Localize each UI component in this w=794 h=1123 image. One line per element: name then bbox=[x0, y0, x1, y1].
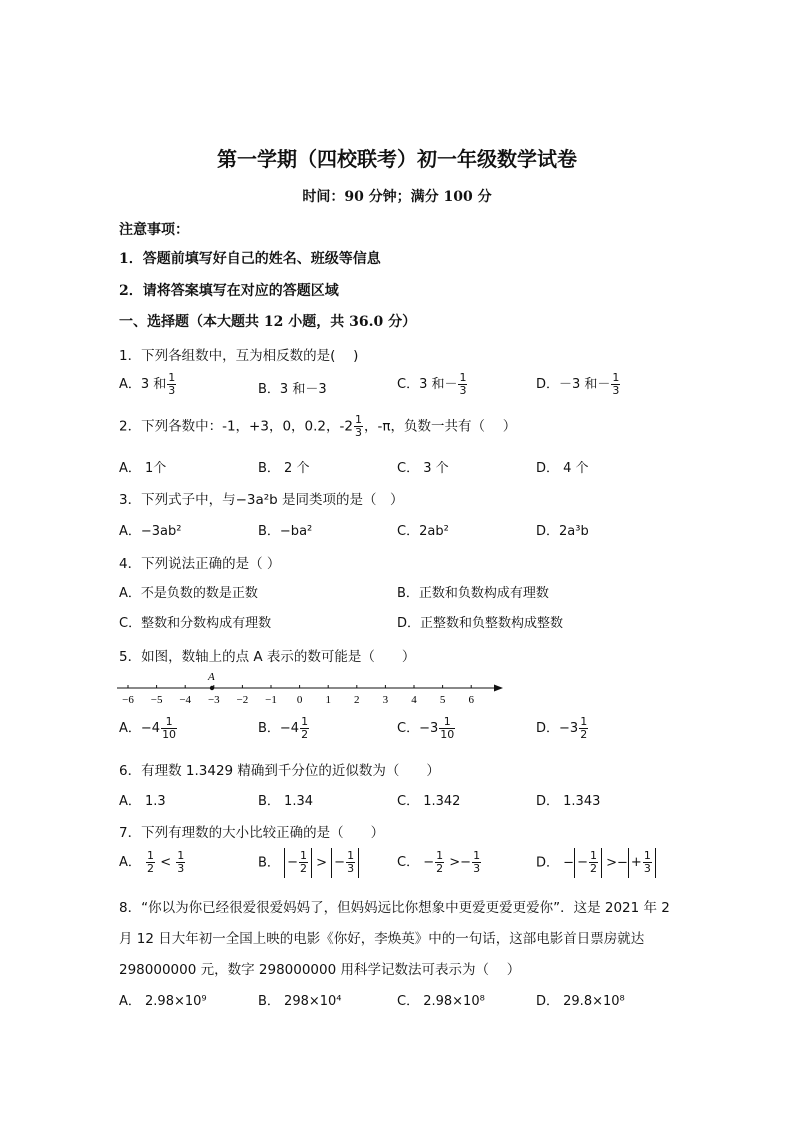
q3-option-c: C．2ab² bbox=[397, 524, 449, 539]
denominator: 2 bbox=[589, 862, 597, 875]
q6-option-d: D． 1.343 bbox=[536, 794, 601, 809]
q7-b-frac2 bbox=[346, 850, 355, 875]
minus-sign: − bbox=[423, 855, 435, 870]
numerator: 1 bbox=[473, 849, 481, 862]
numerator: 1 bbox=[301, 715, 309, 728]
q5-c-fraction bbox=[439, 716, 455, 741]
q7-b-label: B． bbox=[258, 855, 280, 871]
numerator: 1 bbox=[612, 371, 620, 384]
q5-option-b bbox=[258, 716, 310, 741]
denominator: 3 bbox=[473, 862, 481, 875]
q1-c-text: C．3 和－ bbox=[397, 377, 458, 392]
q2-stem-pre: 2．下列各数中：-1，+3，0，0.2，-2 bbox=[119, 418, 353, 435]
q5-b-fraction bbox=[300, 716, 309, 741]
tick-label: −3 bbox=[207, 694, 220, 706]
q8-option-c: C． 2.98×10⁸ bbox=[397, 994, 485, 1009]
q2-stem-post: ，-π，负数一共有（ ） bbox=[363, 418, 517, 435]
numerator: 1 bbox=[161, 716, 177, 729]
q1-a-fraction bbox=[167, 372, 176, 397]
q1-c-fraction bbox=[458, 372, 467, 397]
minus-sign: − bbox=[287, 855, 298, 870]
numerator: 1 bbox=[439, 716, 455, 729]
denominator: 2 bbox=[301, 728, 309, 741]
denominator: 10 bbox=[162, 728, 177, 741]
q5-option-c bbox=[397, 716, 456, 741]
minus-sign: − bbox=[563, 855, 575, 871]
numerator: 1 bbox=[580, 715, 588, 728]
tick-label: 3 bbox=[382, 694, 389, 706]
notes-heading: 注意事项： bbox=[119, 222, 189, 238]
abs-value-2 bbox=[331, 848, 359, 878]
q1-d-text: D．－3 和－ bbox=[536, 377, 611, 392]
q7-b-frac1 bbox=[299, 850, 308, 875]
numerator: 1 bbox=[347, 849, 355, 862]
q4-option-d: D．正整数和负整数构成整数 bbox=[397, 616, 564, 631]
q8-option-b: B． 298×10⁴ bbox=[258, 994, 342, 1009]
tick-label: 5 bbox=[439, 694, 446, 706]
tick-label: −1 bbox=[265, 694, 277, 706]
question-6-stem: 6．有理数 1.3429 精确到千分位的近似数为（ ） bbox=[119, 763, 440, 779]
q5-d-fraction bbox=[579, 716, 588, 741]
q3-option-a: A．−3ab² bbox=[119, 524, 182, 539]
abs-value-1 bbox=[574, 848, 602, 878]
page-subtitle: 时间：90 分钟；满分 100 分 bbox=[302, 189, 492, 205]
q7-a-frac1 bbox=[146, 850, 155, 875]
q3-option-b: B．−ba² bbox=[258, 524, 313, 539]
q7-d-label: D． bbox=[536, 855, 560, 871]
numerator: 1 bbox=[436, 849, 444, 862]
denominator: 3 bbox=[459, 384, 467, 397]
q2-option-a: A． 1个 bbox=[119, 461, 167, 476]
q5-c-text: C．−3 bbox=[397, 721, 439, 736]
denominator: 3 bbox=[168, 384, 176, 397]
greater-than-sign: > bbox=[316, 855, 328, 871]
q5-a-fraction bbox=[161, 716, 177, 741]
q7-option-a bbox=[119, 850, 186, 875]
point-a-label: A bbox=[208, 671, 215, 683]
question-8-line-1: 8．“你以为你已经很爱很爱妈妈了，但妈妈远比你想象中更爱更爱更爱你”．这是 2021 年 2 bbox=[119, 900, 670, 916]
question-8-line-3: 298000000 元，数字 298000000 用科学记数法可表示为（ ） bbox=[119, 962, 521, 978]
tick-label: −4 bbox=[179, 694, 192, 706]
note-item-2: 2．请将答案填写在对应的答题区域 bbox=[119, 283, 339, 299]
q2-option-b: B． 2 个 bbox=[258, 461, 310, 476]
q1-a-text: A．3 和 bbox=[119, 377, 167, 392]
section-heading: 一、选择题（本大题共 12 小题，共 36.0 分） bbox=[119, 314, 417, 330]
q1-d-fraction bbox=[611, 372, 620, 397]
q4-option-b: B．正数和负数构成有理数 bbox=[397, 586, 549, 601]
numerator: 1 bbox=[459, 371, 467, 384]
denominator: 2 bbox=[580, 728, 588, 741]
q7-a-frac2 bbox=[176, 850, 185, 875]
numerator: 1 bbox=[643, 849, 651, 862]
question-4-stem: 4．下列说法正确的是（ ） bbox=[119, 556, 281, 572]
minus-sign: − bbox=[617, 855, 628, 871]
number-line-figure bbox=[115, 668, 507, 712]
q2-option-c: C． 3 个 bbox=[397, 461, 449, 476]
question-1-stem: 1．下列各组数中，互为相反数的是( ) bbox=[119, 348, 359, 364]
q5-option-d bbox=[536, 716, 589, 741]
numerator: 1 bbox=[589, 849, 597, 862]
q6-option-c: C． 1.342 bbox=[397, 794, 461, 809]
less-than-sign: < bbox=[160, 855, 172, 870]
q7-c-frac2 bbox=[472, 850, 481, 875]
tick-label: −2 bbox=[236, 694, 249, 706]
numerator: 1 bbox=[168, 371, 176, 384]
q7-d-frac2 bbox=[643, 850, 652, 875]
q1-option-c bbox=[397, 372, 468, 397]
denominator: 2 bbox=[147, 862, 155, 875]
numerator: 1 bbox=[147, 849, 155, 862]
question-5-stem: 5．如图，数轴上的点 A 表示的数可能是（ ） bbox=[119, 649, 416, 665]
q8-option-d: D． 29.8×10⁸ bbox=[536, 994, 625, 1009]
q7-c-label: C． bbox=[397, 855, 420, 870]
q1-option-a bbox=[119, 372, 177, 397]
denominator: 3 bbox=[347, 862, 355, 875]
q7-option-b bbox=[258, 848, 359, 878]
denominator: 3 bbox=[643, 862, 651, 875]
minus-sign: − bbox=[577, 855, 588, 870]
greater-than-sign: > bbox=[606, 855, 618, 871]
denominator: 2 bbox=[299, 862, 307, 875]
q8-option-a: A． 2.98×10⁹ bbox=[119, 994, 207, 1009]
page-title: 第一学期（四校联考）初一年级数学试卷 bbox=[217, 147, 577, 171]
abs-value-1 bbox=[284, 848, 312, 878]
q5-b-text: B．−4 bbox=[258, 721, 300, 736]
q4-option-c: C．整数和分数构成有理数 bbox=[119, 616, 272, 631]
point-a-marker bbox=[210, 686, 214, 690]
minus-sign: − bbox=[334, 855, 346, 870]
denominator: 3 bbox=[612, 384, 620, 397]
q7-option-c bbox=[397, 850, 482, 875]
denominator: 3 bbox=[177, 862, 185, 875]
q7-d-frac1 bbox=[589, 850, 598, 875]
tick-label: 0 bbox=[296, 694, 303, 706]
tick-label: −5 bbox=[150, 694, 163, 706]
q7-c-frac1 bbox=[435, 850, 444, 875]
abs-value-2 bbox=[628, 848, 656, 878]
q7-a-label: A． bbox=[119, 855, 141, 870]
tick-label: 4 bbox=[411, 694, 417, 706]
q2-option-d: D． 4 个 bbox=[536, 461, 589, 476]
question-8-line-2: 月 12 日大年初一全国上映的电影《你好，李焕英》中的一句话，这部电影首日票房就达 bbox=[119, 931, 645, 947]
q4-option-a: A．不是负数的数是正数 bbox=[119, 586, 258, 601]
q1-option-d bbox=[536, 372, 621, 397]
tick-label: −6 bbox=[122, 694, 134, 706]
minus-sign: − bbox=[460, 855, 472, 870]
q3-option-d: D．2a³b bbox=[536, 524, 589, 539]
q5-option-a bbox=[119, 716, 178, 741]
question-3-stem: 3．下列式子中，与−3a²b 是同类项的是（ ） bbox=[119, 492, 404, 508]
denominator: 3 bbox=[354, 426, 362, 439]
note-item-1: 1．答题前填写好自己的姓名、班级等信息 bbox=[119, 251, 381, 267]
tick-label: 2 bbox=[354, 694, 360, 706]
numerator: 1 bbox=[177, 849, 185, 862]
arrow-head-icon bbox=[494, 685, 503, 692]
q2-stem-fraction bbox=[354, 414, 363, 439]
tick-label: 1 bbox=[325, 694, 331, 706]
greater-than-sign: > bbox=[449, 855, 461, 870]
plus-sign: + bbox=[630, 855, 642, 870]
q7-option-d bbox=[536, 848, 656, 878]
q1-option-b: B．3 和－3 bbox=[258, 382, 327, 397]
denominator: 10 bbox=[440, 728, 455, 741]
denominator: 2 bbox=[436, 862, 444, 875]
q5-a-text: A．−4 bbox=[119, 721, 161, 736]
tick-label: 6 bbox=[468, 694, 474, 706]
q5-d-text: D．−3 bbox=[536, 721, 579, 736]
numerator: 1 bbox=[299, 849, 307, 862]
q6-option-b: B． 1.34 bbox=[258, 794, 313, 809]
question-7-stem: 7．下列有理数的大小比较正确的是（ ） bbox=[119, 825, 385, 841]
question-2-stem bbox=[119, 414, 516, 439]
numerator: 1 bbox=[354, 413, 362, 426]
q6-option-a: A． 1.3 bbox=[119, 794, 166, 809]
